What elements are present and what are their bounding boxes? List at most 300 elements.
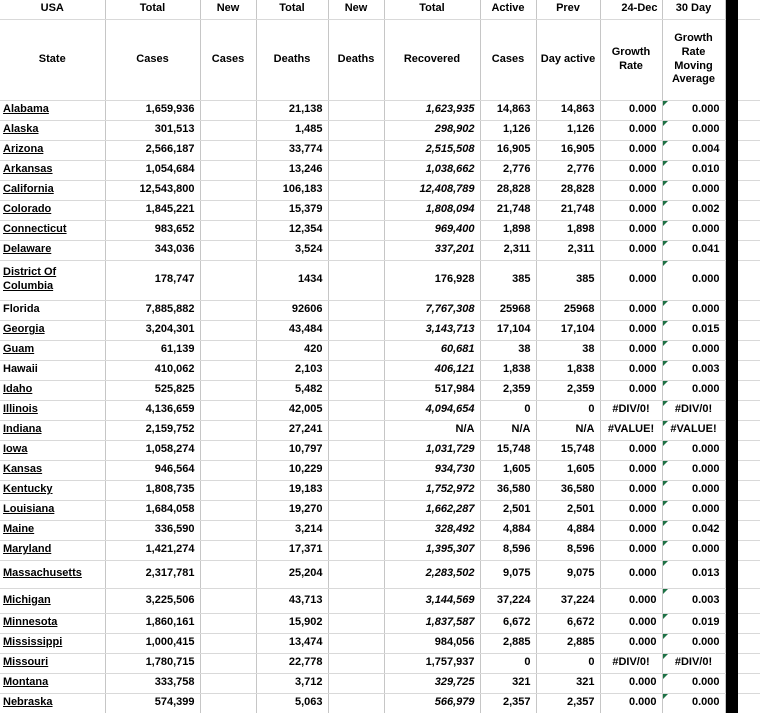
cell-deaths[interactable]: 43,713 [256,588,328,613]
cell-new_cases[interactable] [200,480,256,500]
header-new-deaths-top[interactable]: New [328,0,384,19]
cell-new_cases[interactable] [200,260,256,300]
cell-new_deaths[interactable] [328,340,384,360]
cell-active[interactable]: 1,838 [480,360,536,380]
cell-deaths[interactable]: 13,474 [256,633,328,653]
cell-ma[interactable]: 0.000 [662,220,725,240]
cell-state[interactable] [0,673,105,693]
cell-new_cases[interactable] [200,540,256,560]
header-cases-top[interactable]: Total [105,0,200,19]
cell-new_cases[interactable] [200,360,256,380]
cell-prev[interactable]: 2,776 [536,160,600,180]
header-state-top[interactable]: USA [0,0,105,19]
cell-prev[interactable]: 17,104 [536,320,600,340]
empty-column[interactable] [738,613,760,633]
header-prev-top[interactable]: Prev [536,0,600,19]
cell-active[interactable]: 2,501 [480,500,536,520]
cell-state[interactable] [0,360,105,380]
cell-growth[interactable]: 0.000 [600,340,662,360]
empty-column[interactable] [738,320,760,340]
cell-state[interactable] [0,653,105,673]
cell-state[interactable] [0,320,105,340]
cell-prev[interactable]: 2,501 [536,500,600,520]
cell-active[interactable]: 2,359 [480,380,536,400]
cell-recovered[interactable]: 1,752,972 [384,480,480,500]
cell-new_cases[interactable] [200,613,256,633]
cell-growth[interactable]: 0.000 [600,613,662,633]
empty-column[interactable] [738,540,760,560]
cell-active[interactable]: 38 [480,340,536,360]
cell-cases[interactable]: 1,860,161 [105,613,200,633]
cell-new_cases[interactable] [200,320,256,340]
cell-recovered[interactable]: 984,056 [384,633,480,653]
cell-new_deaths[interactable] [328,653,384,673]
cell-prev[interactable]: 2,359 [536,380,600,400]
cell-ma[interactable]: 0.000 [662,460,725,480]
cell-cases[interactable]: 1,659,936 [105,100,200,120]
cell-active[interactable]: 2,776 [480,160,536,180]
cell-active[interactable]: 28,828 [480,180,536,200]
cell-new_cases[interactable] [200,140,256,160]
cell-deaths[interactable]: 19,183 [256,480,328,500]
cell-state[interactable] [0,400,105,420]
cell-new_deaths[interactable] [328,240,384,260]
cell-active[interactable]: 2,311 [480,240,536,260]
cell-growth[interactable]: 0.000 [600,693,662,713]
cell-ma[interactable]: 0.000 [662,480,725,500]
cell-deaths[interactable]: 25,204 [256,560,328,588]
cell-new_deaths[interactable] [328,588,384,613]
cell-growth[interactable]: 0.000 [600,440,662,460]
cell-new_cases[interactable] [200,440,256,460]
cell-recovered[interactable]: 176,928 [384,260,480,300]
cell-active[interactable]: 15,748 [480,440,536,460]
cell-growth[interactable]: 0.000 [600,100,662,120]
cell-ma[interactable]: 0.015 [662,320,725,340]
cell-growth[interactable]: 0.000 [600,120,662,140]
cell-deaths[interactable]: 1,485 [256,120,328,140]
cell-deaths[interactable]: 27,241 [256,420,328,440]
cell-growth[interactable]: 0.000 [600,240,662,260]
cell-growth[interactable]: 0.000 [600,460,662,480]
cell-state[interactable] [0,140,105,160]
cell-prev[interactable]: 2,885 [536,633,600,653]
cell-state[interactable] [0,560,105,588]
cell-state[interactable] [0,120,105,140]
cell-ma[interactable]: 0.000 [662,300,725,320]
cell-state[interactable] [0,520,105,540]
cell-prev[interactable]: 0 [536,653,600,673]
header-recovered-top[interactable]: Total [384,0,480,19]
cell-deaths[interactable]: 106,183 [256,180,328,200]
cell-active[interactable]: 0 [480,400,536,420]
cell-prev[interactable]: 38 [536,340,600,360]
cell-cases[interactable]: 301,513 [105,120,200,140]
cell-ma[interactable]: #VALUE! [662,420,725,440]
header-new-cases-top[interactable]: New [200,0,256,19]
cell-recovered[interactable]: 12,408,789 [384,180,480,200]
cell-state[interactable] [0,200,105,220]
cell-state[interactable] [0,220,105,240]
cell-prev[interactable]: 6,672 [536,613,600,633]
cell-cases[interactable]: 946,564 [105,460,200,480]
cell-new_deaths[interactable] [328,520,384,540]
cell-growth[interactable]: 0.000 [600,633,662,653]
cell-active[interactable]: 385 [480,260,536,300]
empty-column[interactable] [738,693,760,713]
cell-recovered[interactable]: 337,201 [384,240,480,260]
cell-new_cases[interactable] [200,200,256,220]
cell-new_cases[interactable] [200,220,256,240]
cell-ma[interactable]: 0.000 [662,633,725,653]
cell-new_deaths[interactable] [328,440,384,460]
cell-ma[interactable]: 0.000 [662,500,725,520]
cell-growth[interactable]: 0.000 [600,560,662,588]
empty-column[interactable] [738,440,760,460]
empty-column[interactable] [738,520,760,540]
cell-recovered[interactable]: 1,395,307 [384,540,480,560]
cell-cases[interactable]: 1,054,684 [105,160,200,180]
cell-growth[interactable]: 0.000 [600,520,662,540]
cell-new_deaths[interactable] [328,220,384,240]
cell-active[interactable]: 1,898 [480,220,536,240]
cell-recovered[interactable]: 4,094,654 [384,400,480,420]
cell-active[interactable]: 9,075 [480,560,536,588]
empty-column[interactable] [738,100,760,120]
cell-new_cases[interactable] [200,460,256,480]
cell-deaths[interactable]: 10,797 [256,440,328,460]
cell-growth[interactable]: 0.000 [600,480,662,500]
cell-recovered[interactable]: 329,725 [384,673,480,693]
cell-new_cases[interactable] [200,520,256,540]
empty-column[interactable] [738,500,760,520]
cell-cases[interactable]: 2,317,781 [105,560,200,588]
cell-state[interactable] [0,380,105,400]
empty-column[interactable] [738,260,760,300]
cell-new_deaths[interactable] [328,560,384,588]
cell-new_deaths[interactable] [328,360,384,380]
empty-column[interactable] [738,160,760,180]
cell-ma[interactable]: 0.003 [662,588,725,613]
cell-deaths[interactable]: 21,138 [256,100,328,120]
cell-active[interactable]: 1,126 [480,120,536,140]
cell-cases[interactable]: 410,062 [105,360,200,380]
cell-active[interactable]: 37,224 [480,588,536,613]
cell-prev[interactable]: 2,311 [536,240,600,260]
empty-column[interactable] [738,140,760,160]
cell-prev[interactable]: 8,596 [536,540,600,560]
cell-ma[interactable]: 0.002 [662,200,725,220]
cell-growth[interactable]: 0.000 [600,140,662,160]
cell-prev[interactable]: 36,580 [536,480,600,500]
cell-new_deaths[interactable] [328,300,384,320]
cell-prev[interactable]: 1,605 [536,460,600,480]
cell-recovered[interactable]: 1,837,587 [384,613,480,633]
cell-deaths[interactable]: 22,778 [256,653,328,673]
cell-new_deaths[interactable] [328,140,384,160]
cell-deaths[interactable]: 5,482 [256,380,328,400]
empty-column[interactable] [738,633,760,653]
cell-ma[interactable]: 0.000 [662,440,725,460]
cell-cases[interactable]: 3,225,506 [105,588,200,613]
cell-prev[interactable]: 25968 [536,300,600,320]
cell-growth[interactable]: 0.000 [600,673,662,693]
cell-new_deaths[interactable] [328,673,384,693]
cell-recovered[interactable]: 406,121 [384,360,480,380]
cell-recovered[interactable]: 566,979 [384,693,480,713]
cell-new_deaths[interactable] [328,400,384,420]
cell-prev[interactable]: 37,224 [536,588,600,613]
cell-state[interactable] [0,693,105,713]
cell-ma[interactable]: 0.000 [662,100,725,120]
cell-recovered[interactable]: 1,031,729 [384,440,480,460]
cell-ma[interactable]: 0.000 [662,693,725,713]
cell-ma[interactable]: 0.042 [662,520,725,540]
cell-deaths[interactable]: 3,524 [256,240,328,260]
cell-active[interactable]: 4,884 [480,520,536,540]
empty-column[interactable] [738,200,760,220]
cell-deaths[interactable]: 33,774 [256,140,328,160]
cell-new_cases[interactable] [200,633,256,653]
cell-ma[interactable]: 0.000 [662,180,725,200]
cell-recovered[interactable]: N/A [384,420,480,440]
cell-growth[interactable]: #VALUE! [600,420,662,440]
cell-deaths[interactable]: 1434 [256,260,328,300]
cell-growth[interactable]: 0.000 [600,200,662,220]
cell-growth[interactable]: 0.000 [600,360,662,380]
cell-ma[interactable]: 0.019 [662,613,725,633]
cell-new_deaths[interactable] [328,320,384,340]
cell-new_cases[interactable] [200,240,256,260]
cell-new_cases[interactable] [200,160,256,180]
cell-prev[interactable]: 0 [536,400,600,420]
cell-deaths[interactable]: 15,379 [256,200,328,220]
cell-new_cases[interactable] [200,560,256,588]
cell-cases[interactable]: 336,590 [105,520,200,540]
cell-state[interactable] [0,540,105,560]
cell-cases[interactable]: 12,543,800 [105,180,200,200]
cell-state[interactable] [0,100,105,120]
cell-state[interactable] [0,300,105,320]
cell-recovered[interactable]: 969,400 [384,220,480,240]
cell-cases[interactable]: 61,139 [105,340,200,360]
cell-new_cases[interactable] [200,500,256,520]
cell-prev[interactable]: 385 [536,260,600,300]
cell-active[interactable]: 321 [480,673,536,693]
header-recovered[interactable]: Recovered [384,19,480,100]
empty-column[interactable] [738,460,760,480]
cell-growth[interactable]: 0.000 [600,588,662,613]
cell-cases[interactable]: 1,808,735 [105,480,200,500]
cell-recovered[interactable]: 298,902 [384,120,480,140]
cell-recovered[interactable]: 7,767,308 [384,300,480,320]
cell-growth[interactable]: 0.000 [600,220,662,240]
cell-new_deaths[interactable] [328,480,384,500]
cell-active[interactable]: 16,905 [480,140,536,160]
cell-ma[interactable]: 0.003 [662,360,725,380]
cell-new_deaths[interactable] [328,420,384,440]
header-new-cases[interactable]: Cases [200,19,256,100]
empty-column[interactable] [738,588,760,613]
cell-deaths[interactable]: 43,484 [256,320,328,340]
empty-column[interactable] [738,300,760,320]
cell-growth[interactable]: 0.000 [600,300,662,320]
cell-cases[interactable]: 3,204,301 [105,320,200,340]
cell-deaths[interactable]: 2,103 [256,360,328,380]
cell-prev[interactable]: 1,126 [536,120,600,140]
cell-recovered[interactable]: 2,515,508 [384,140,480,160]
cell-prev[interactable]: 21,748 [536,200,600,220]
cell-state[interactable] [0,633,105,653]
header-ma-top[interactable]: 30 Day [662,0,725,19]
cell-ma[interactable]: 0.000 [662,380,725,400]
cell-recovered[interactable]: 328,492 [384,520,480,540]
cell-cases[interactable]: 7,885,882 [105,300,200,320]
cell-new_cases[interactable] [200,673,256,693]
cell-new_cases[interactable] [200,300,256,320]
cell-active[interactable]: 6,672 [480,613,536,633]
cell-recovered[interactable]: 934,730 [384,460,480,480]
cell-active[interactable]: 14,863 [480,100,536,120]
cell-prev[interactable]: 1,838 [536,360,600,380]
cell-cases[interactable]: 574,399 [105,693,200,713]
cell-active[interactable]: 1,605 [480,460,536,480]
cell-prev[interactable]: 1,898 [536,220,600,240]
cell-active[interactable]: 25968 [480,300,536,320]
empty-column[interactable] [738,220,760,240]
cell-recovered[interactable]: 1,808,094 [384,200,480,220]
cell-new_deaths[interactable] [328,260,384,300]
cell-prev[interactable]: 28,828 [536,180,600,200]
cell-new_deaths[interactable] [328,460,384,480]
header-growth-date[interactable]: 24-Dec [600,0,662,19]
cell-cases[interactable]: 333,758 [105,673,200,693]
cell-active[interactable]: 21,748 [480,200,536,220]
cell-ma[interactable]: 0.000 [662,260,725,300]
cell-prev[interactable]: 15,748 [536,440,600,460]
cell-cases[interactable]: 2,159,752 [105,420,200,440]
cell-prev[interactable]: 321 [536,673,600,693]
cell-growth[interactable]: 0.000 [600,180,662,200]
cell-prev[interactable]: 2,357 [536,693,600,713]
cell-new_cases[interactable] [200,380,256,400]
cell-active[interactable]: 17,104 [480,320,536,340]
cell-recovered[interactable]: 517,984 [384,380,480,400]
cell-active[interactable]: N/A [480,420,536,440]
cell-new_deaths[interactable] [328,100,384,120]
header-active-top[interactable]: Active [480,0,536,19]
cell-cases[interactable]: 1,684,058 [105,500,200,520]
cell-cases[interactable]: 178,747 [105,260,200,300]
cell-growth[interactable]: 0.000 [600,160,662,180]
cell-deaths[interactable]: 3,712 [256,673,328,693]
empty-column[interactable] [738,480,760,500]
empty-column[interactable] [738,340,760,360]
cell-active[interactable]: 0 [480,653,536,673]
cell-deaths[interactable]: 13,246 [256,160,328,180]
empty-column[interactable] [738,0,760,19]
empty-column[interactable] [738,420,760,440]
header-prev[interactable]: Day active [536,19,600,100]
cell-new_deaths[interactable] [328,120,384,140]
cell-cases[interactable]: 983,652 [105,220,200,240]
cell-growth[interactable]: #DIV/0! [600,400,662,420]
cell-new_deaths[interactable] [328,693,384,713]
cell-prev[interactable]: 14,863 [536,100,600,120]
cell-state[interactable] [0,160,105,180]
cell-ma[interactable]: 0.041 [662,240,725,260]
empty-column[interactable] [738,400,760,420]
cell-state[interactable] [0,460,105,480]
empty-column[interactable] [738,240,760,260]
cell-state[interactable] [0,480,105,500]
empty-column[interactable] [738,560,760,588]
cell-active[interactable]: 2,885 [480,633,536,653]
cell-prev[interactable]: 16,905 [536,140,600,160]
cell-recovered[interactable]: 1,757,937 [384,653,480,673]
cell-recovered[interactable]: 3,144,569 [384,588,480,613]
cell-state[interactable] [0,260,105,300]
empty-column[interactable] [738,653,760,673]
cell-new_cases[interactable] [200,420,256,440]
cell-new_deaths[interactable] [328,380,384,400]
cell-ma[interactable]: 0.010 [662,160,725,180]
cell-recovered[interactable]: 1,038,662 [384,160,480,180]
cell-growth[interactable]: 0.000 [600,540,662,560]
cell-new_deaths[interactable] [328,180,384,200]
cell-ma[interactable]: 0.000 [662,340,725,360]
cell-cases[interactable]: 1,845,221 [105,200,200,220]
empty-column[interactable] [738,180,760,200]
cell-deaths[interactable]: 10,229 [256,460,328,480]
cell-ma[interactable]: 0.000 [662,120,725,140]
header-ma[interactable]: Growth Rate Moving Average [662,19,725,100]
cell-growth[interactable]: 0.000 [600,380,662,400]
header-active[interactable]: Cases [480,19,536,100]
header-deaths-top[interactable]: Total [256,0,328,19]
cell-recovered[interactable]: 3,143,713 [384,320,480,340]
cell-new_cases[interactable] [200,588,256,613]
cell-recovered[interactable]: 60,681 [384,340,480,360]
cell-ma[interactable]: #DIV/0! [662,400,725,420]
cell-deaths[interactable]: 92606 [256,300,328,320]
header-growth[interactable]: Growth Rate [600,19,662,100]
cell-new_cases[interactable] [200,653,256,673]
cell-prev[interactable]: 9,075 [536,560,600,588]
cell-prev[interactable]: N/A [536,420,600,440]
cell-new_deaths[interactable] [328,160,384,180]
cell-new_cases[interactable] [200,120,256,140]
cell-cases[interactable]: 1,000,415 [105,633,200,653]
cell-ma[interactable]: #DIV/0! [662,653,725,673]
header-new-deaths[interactable]: Deaths [328,19,384,100]
empty-column[interactable] [738,380,760,400]
cell-growth[interactable]: 0.000 [600,500,662,520]
cell-cases[interactable]: 525,825 [105,380,200,400]
cell-ma[interactable]: 0.004 [662,140,725,160]
cell-active[interactable]: 2,357 [480,693,536,713]
cell-active[interactable]: 8,596 [480,540,536,560]
cell-deaths[interactable]: 17,371 [256,540,328,560]
empty-column[interactable] [738,19,760,100]
cell-deaths[interactable]: 12,354 [256,220,328,240]
header-deaths[interactable]: Deaths [256,19,328,100]
cell-cases[interactable]: 1,780,715 [105,653,200,673]
cell-state[interactable] [0,500,105,520]
cell-cases[interactable]: 1,058,274 [105,440,200,460]
header-state[interactable]: State [0,19,105,100]
cell-deaths[interactable]: 15,902 [256,613,328,633]
